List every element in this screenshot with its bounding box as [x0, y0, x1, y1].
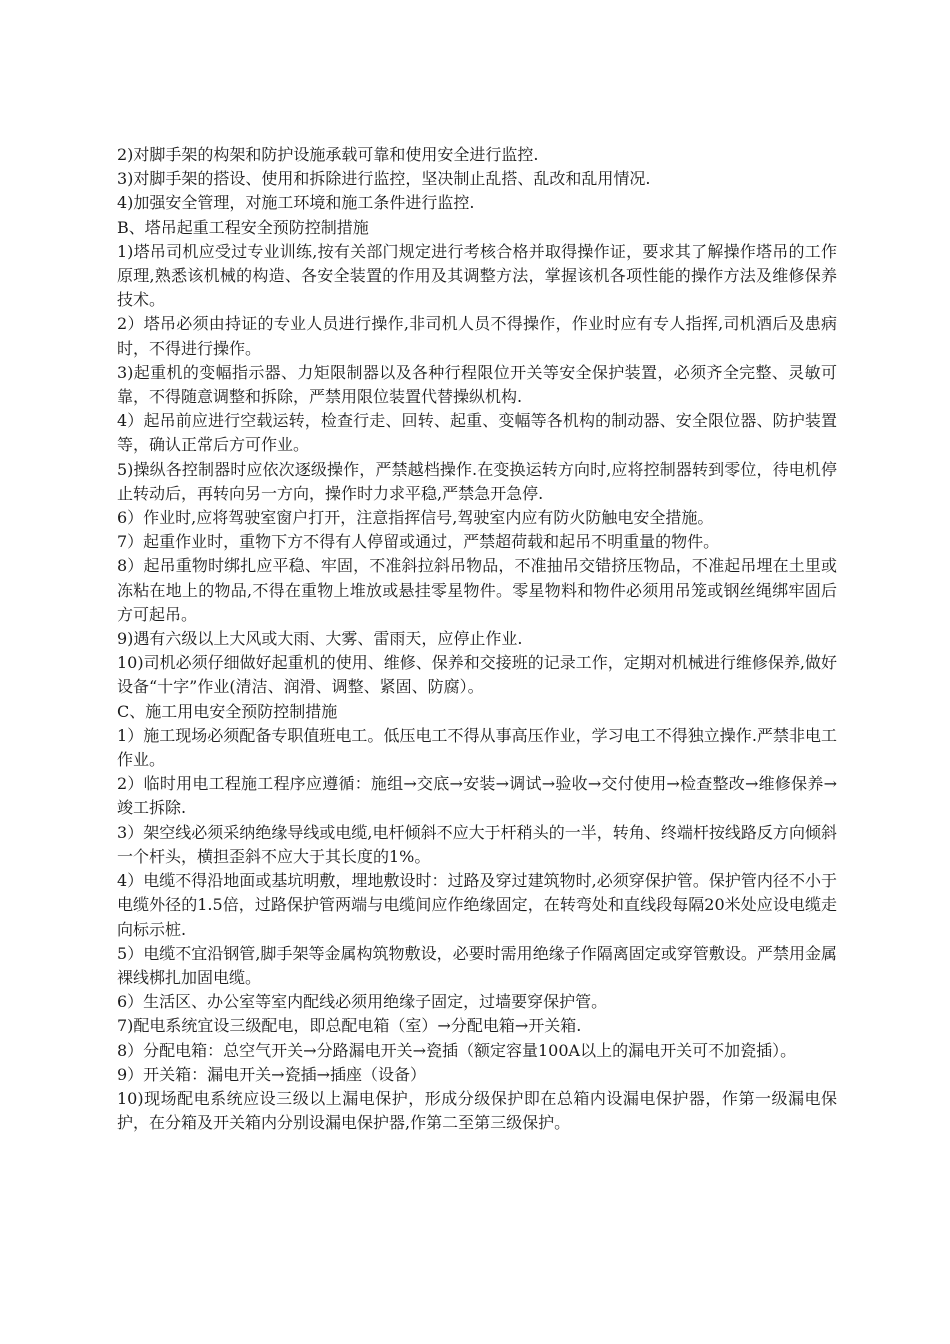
paragraph-electrical-7: 7)配电系统宜设三级配电，即总配电箱（室）→分配电箱→开关箱.: [117, 1016, 582, 1036]
paragraph-crane-8: 8）起吊重物时绑扎应平稳、牢固，不准斜拉斜吊物品，不准抽吊交错挤压物品，不准起吊埋在土里或冻粘在地上的物品,不得在重物上堆放或悬挂零星物件。零星物料和物件必须用吊笼或钢丝绳绑牢固后方可起吊。: [117, 556, 837, 624]
paragraph-crane-3: 3)起重机的变幅指示器、力矩限制器以及各种行程限位开关等安全保护装置，必须齐全完整、灵敏可靠，不得随意调整和拆除，严禁用限位装置代替操纵机构.: [117, 362, 837, 407]
paragraph-electrical-2: 2）临时用电工程施工程序应遵循：施组→交底→安装→调试→验收→交付使用→检查整改→维修保养→竣工拆除.: [117, 774, 837, 818]
paragraph-crane-6: 6）作业时,应将驾驶室窗户打开，注意指挥信号,驾驶室内应有防火防触电安全措施。: [117, 508, 714, 528]
paragraph-electrical-6: 6）生活区、办公室等室内配线必须用绝缘子固定，过墙要穿保护管。: [117, 992, 608, 1012]
paragraph-crane-9: 9)遇有六级以上大风或大雨、大雾、雷雨天，应停止作业.: [117, 629, 523, 649]
paragraph-electrical-4: 4）电缆不得沿地面或基坑明敷，埋地敷设时：过路及穿过建筑物时,必须穿保护管。保护管内径不小于电缆外径的1.5倍，过路保护管两端与电缆间应作绝缘固定，在转弯处和直线段每隔20米处应设电缆走向标示桩.: [117, 871, 837, 939]
paragraph-crane-10: 10)司机必须仔细做好起重机的使用、维修、保养和交接班的记录工作，定期对机械进行维修保养,做好设备“十字”作业(清洁、润滑、调整、紧固、防腐）。: [117, 653, 837, 697]
paragraph-scaffold-structure: 2)对脚手架的构架和防护设施承载可靠和使用安全进行监控.: [117, 145, 539, 164]
paragraph-crane-1: 1)塔吊司机应受过专业训练,按有关部门规定进行考核合格并取得操作证，要求其了解操作塔吊的工作原理,熟悉该机械的构造、各安全装置的作用及其调整方法，掌握该机各项性能的操作方法及维修保养技术。: [117, 241, 837, 310]
paragraph-crane-4: 4）起吊前应进行空载运转，检查行走、回转、起重、变幅等各机构的制动器、安全限位器、防护装置等，确认正常后方可作业。: [117, 411, 837, 455]
section-heading-electrical: C、施工用电安全预防控制措施: [117, 701, 338, 721]
paragraph-electrical-9: 9）开关箱：漏电开关→瓷插→插座（设备）: [117, 1064, 426, 1084]
paragraph-electrical-10: 10)现场配电系统应设三级以上漏电保护，形成分级保护即在总箱内设漏电保护器，作第一级漏电保护，在分箱及开关箱内分别设漏电保护器,作第二至第三级保护。: [117, 1088, 837, 1133]
paragraph-scaffold-erection: 3)对脚手架的搭设、使用和拆除进行监控，坚决制止乱搭、乱改和乱用情况.: [117, 169, 651, 189]
paragraph-crane-2: 2）塔吊必须由持证的专业人员进行操作,非司机人员不得操作，作业时应有专人指挥,司机酒后及患病时，不得进行操作。: [117, 314, 837, 358]
paragraph-electrical-5: 5）电缆不宜沿钢管,脚手架等金属构筑物敷设，必要时需用绝缘子作隔离固定或穿管敷设。严禁用金属裸线梆扎加固电缆。: [117, 943, 837, 987]
document-page: [117, 143, 837, 1135]
section-heading-tower-crane: B、塔吊起重工程安全预防控制措施: [117, 217, 369, 237]
paragraph-crane-7: 7）起重作业时，重物下方不得有人停留或通过，严禁超荷载和起吊不明重量的物件。: [117, 532, 720, 552]
paragraph-safety-management: 4)加强安全管理，对施工环境和施工条件进行监控.: [117, 193, 475, 213]
paragraph-crane-5: 5)操纵各控制器时应依次逐级操作，严禁越档操作.在变换运转方向时,应将控制器转到零位，待电机停止转动后，再转向另一方向，操作时力求平稳,严禁急开急停.: [117, 459, 837, 503]
paragraph-electrical-3: 3）架空线必须采纳绝缘导线或电缆,电杆倾斜不应大于杆稍头的一半，转角、终端杆按线路反方向倾斜一个杆头，横担歪斜不应大于其长度的1%。: [117, 822, 837, 866]
paragraph-electrical-8: 8）分配电箱：总空气开关→分路漏电开关→瓷插（额定容量100A以上的漏电开关可不加瓷插）。: [117, 1040, 797, 1060]
paragraph-electrical-1: 1）施工现场必须配备专职值班电工。低压电工不得从事高压作业，学习电工不得独立操作.严禁非电工作业。: [117, 725, 837, 770]
